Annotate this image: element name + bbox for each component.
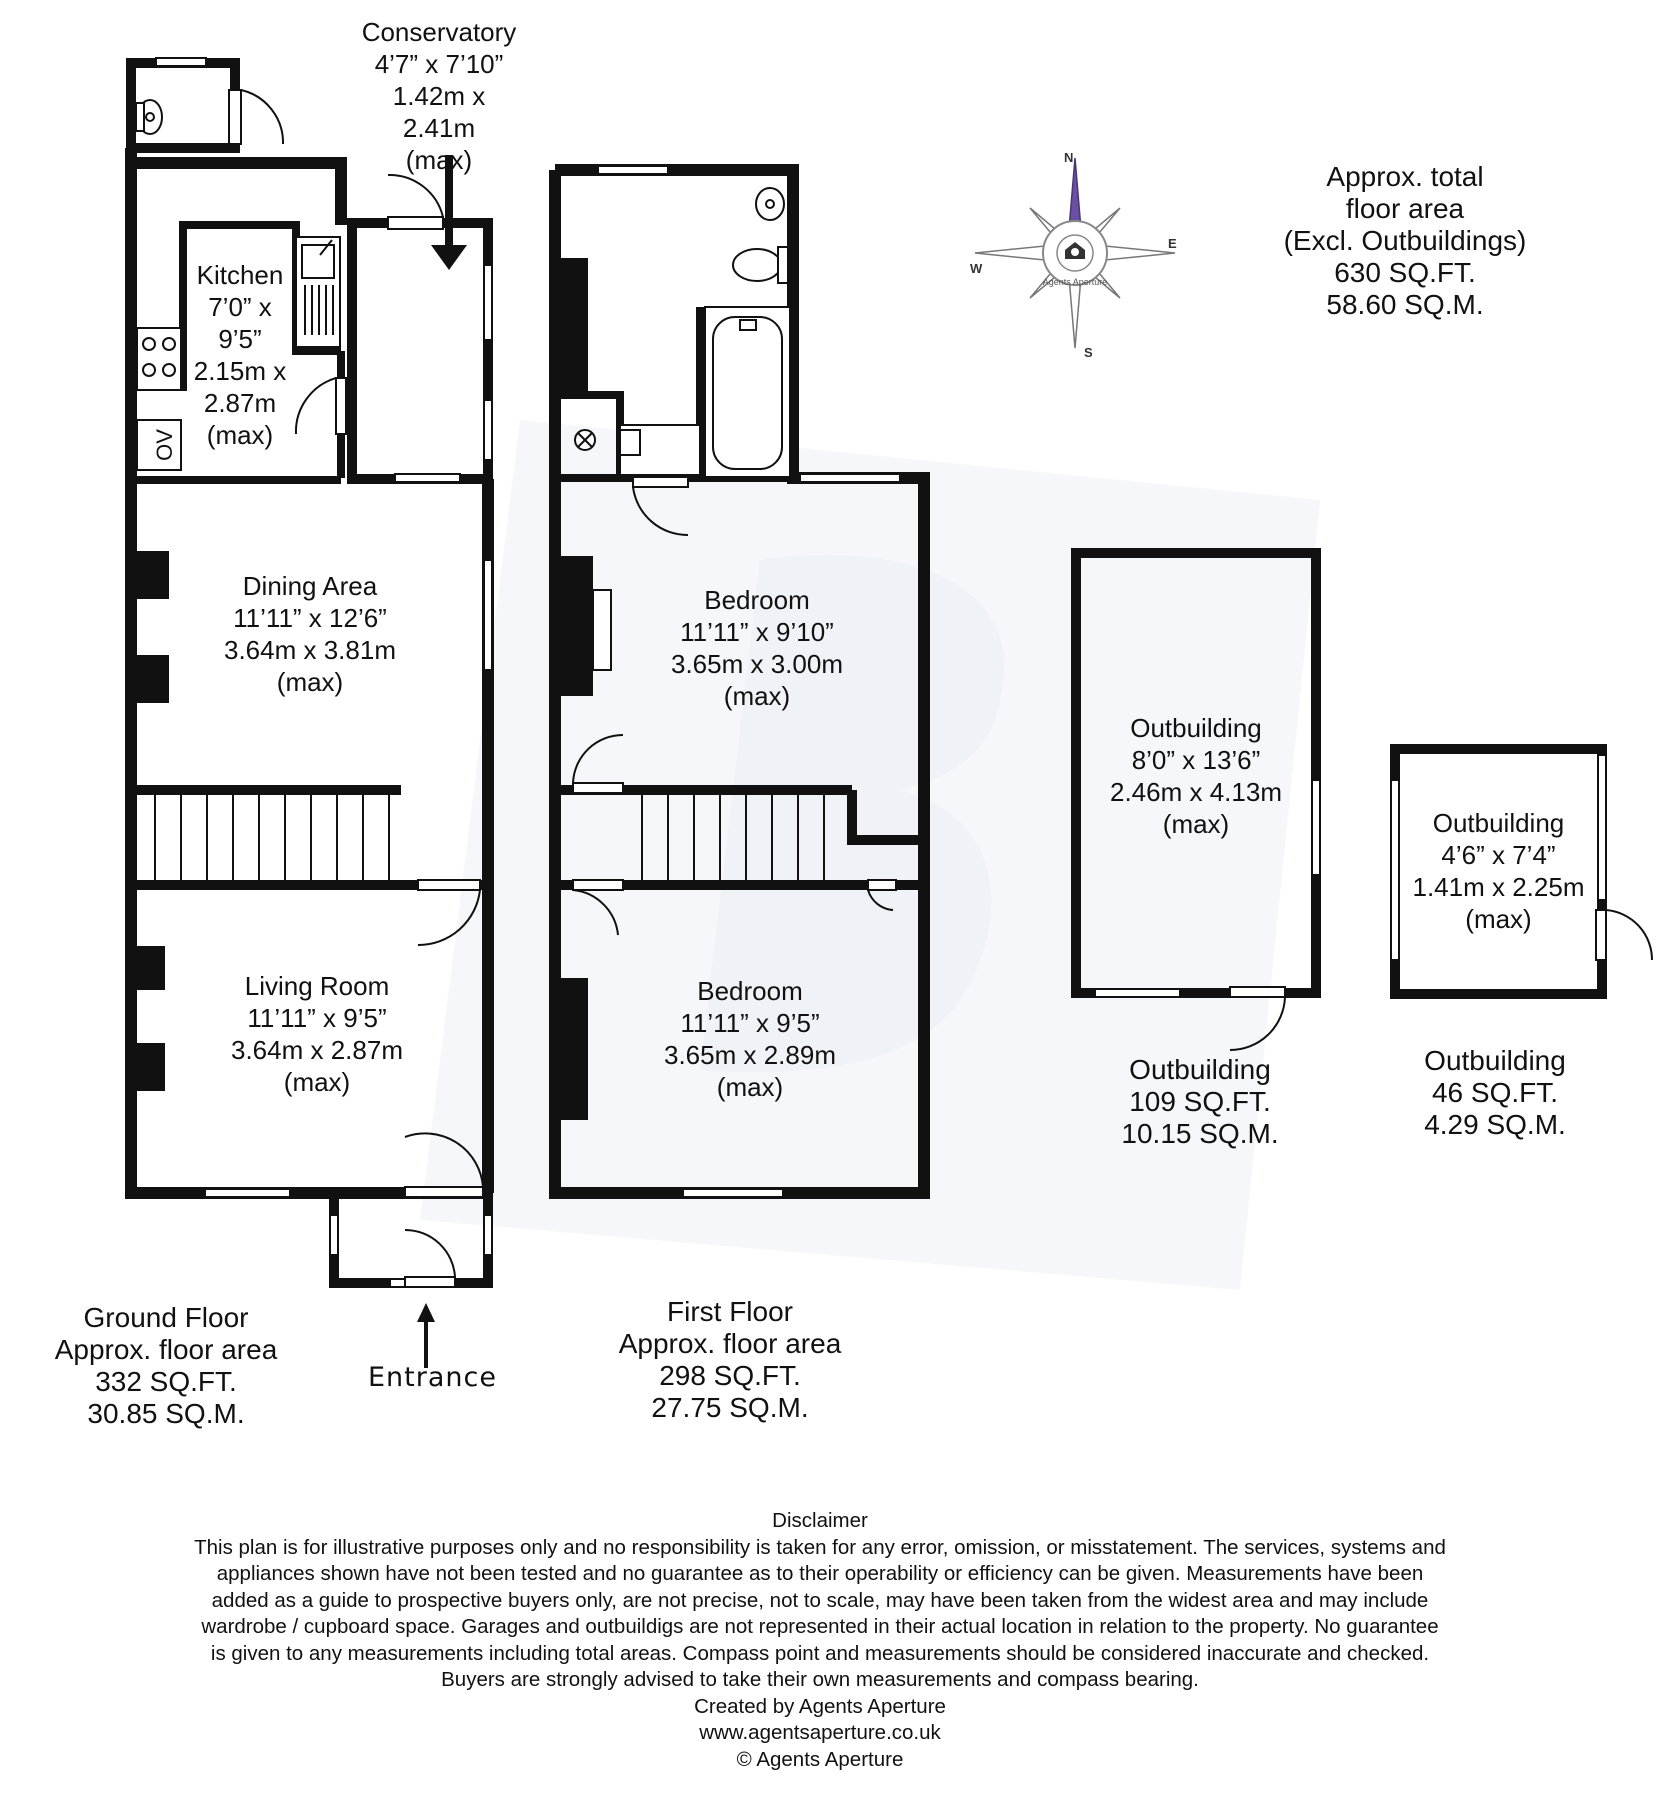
fireplace-hearth (593, 590, 611, 670)
disclaimer-heading: Disclaimer (772, 1509, 868, 1532)
room-label-kitchen: Kitchen 7’0” x 9’5” 2.15m x 2.87m (max) (193, 260, 287, 450)
room-label-living-room: Living Room 11’11” x 9’5” 3.64m x 2.87m (max) (231, 971, 403, 1097)
copyright-line: © Agents Aperture (736, 1747, 904, 1771)
compass-rose-icon (975, 158, 1175, 348)
compass-n-label: N (1064, 150, 1074, 165)
chimney-breasts-first (555, 258, 593, 1120)
entrance-label: Entrance (368, 1362, 497, 1393)
ground-floor-area-summary: Ground Floor Approx. floor area 332 SQ.FT. 30.85 SQ.M. (54, 1302, 278, 1429)
credit-line: Created by Agents Aperture (694, 1694, 946, 1718)
room-label-bedroom-2: Bedroom 11’11” x 9’5” 3.65m x 2.89m (max) (664, 976, 836, 1102)
room-label-bedroom-1: Bedroom 11’11” x 9’10” 3.65m x 3.00m (max) (671, 585, 843, 711)
room-label-conservatory: Conservatory 4’7” x 7’10” 1.42m x 2.41m (max) (361, 17, 517, 175)
room-label-dining-area: Dining Area 11’11” x 12’6” 3.64m x 3.81m (max) (224, 571, 396, 697)
room-label-outbuilding-2: Outbuilding 4’6” x 7’4” 1.41m x 2.25m (max) (1412, 808, 1585, 934)
disclaimer-text: Disclaimer This plan is for illustrative purposes only and no responsibility is taken for any error, omission, or misstatement. The services, systems and appliances shown have not been tested and no guarantee as to their operability or efficiency can be given. Measurements have been added as a guide to prospective buyers only, are not precise, not to scale, may have been taken from the widest area and may include wardrobe / cupboard space. Garages and outbuildigs are not represented in their actual location in relation to the property. No guarantee is given to any measurements including total areas. Compass point and measurements should be considered inaccurate and checked. Buyers are strongly advised to take their own measurements and compass bearing. Created by Agents Aperture www.agentsaperture.co.uk © Agents Aperture (90, 1508, 1550, 1773)
compass-w-label: W (970, 261, 983, 276)
compass-s-label: S (1084, 345, 1093, 360)
entrance-arrow (417, 1303, 435, 1368)
wc-toilet-ground (136, 100, 162, 134)
stairs-ground (155, 795, 389, 880)
first-floor-area-summary: First Floor Approx. floor area 298 SQ.FT. 27.75 SQ.M. (618, 1296, 842, 1423)
total-area-summary: Approx. total floor area (Excl. Outbuildings) 630 SQ.FT. 58.60 SQ.M. (1283, 161, 1527, 320)
oven-label: OV (151, 429, 177, 461)
compass-ring-text: Agents Aperture (1042, 277, 1108, 287)
outbuilding-2-area-summary: Outbuilding 46 SQ.FT. 4.29 SQ.M. (1424, 1045, 1566, 1140)
website-line: www.agentsaperture.co.uk (699, 1721, 941, 1744)
room-label-outbuilding-1: Outbuilding 8’0” x 13’6” 2.46m x 4.13m (max) (1110, 713, 1282, 839)
outbuilding-1-area-summary: Outbuilding 109 SQ.FT. 10.15 SQ.M. (1121, 1054, 1279, 1149)
compass-e-label: E (1168, 236, 1177, 251)
